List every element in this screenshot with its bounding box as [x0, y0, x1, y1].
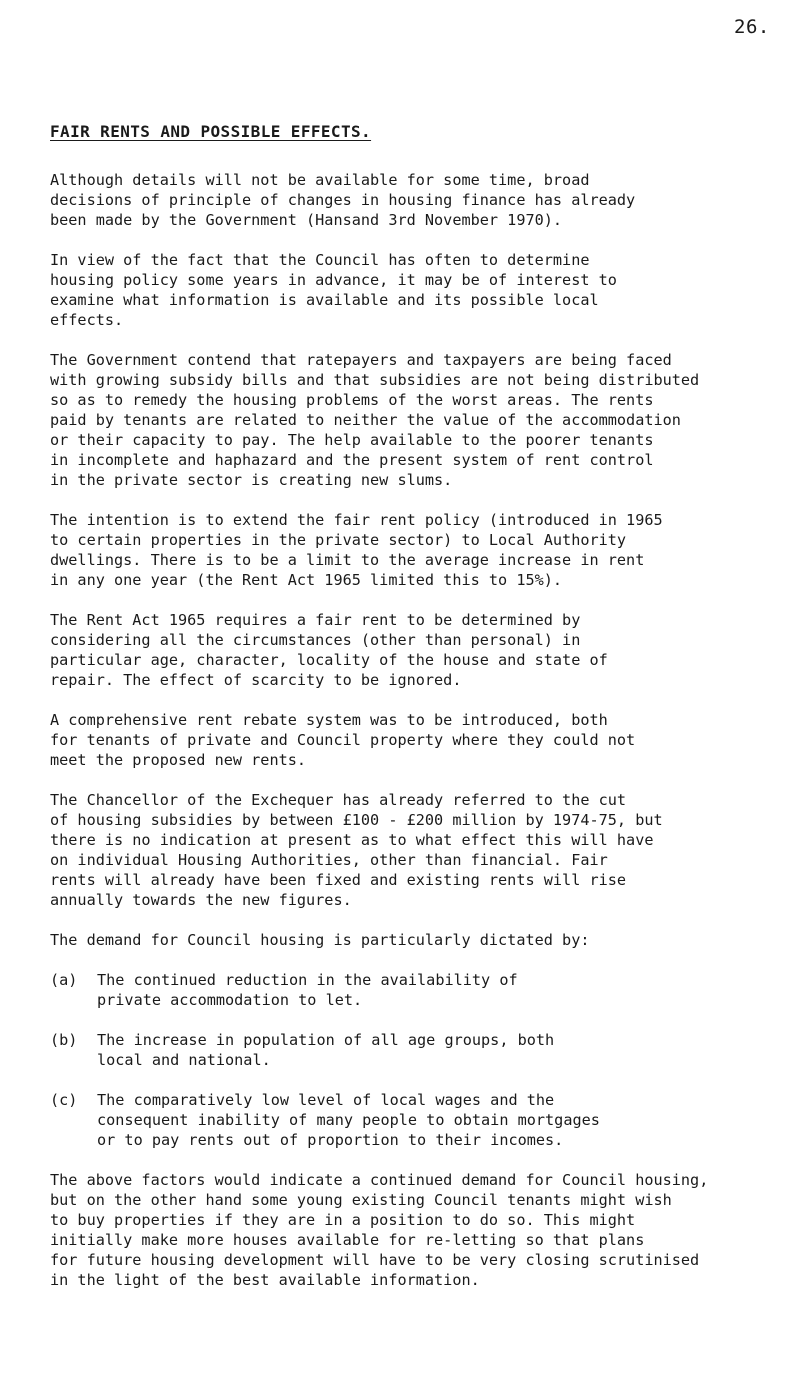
list-item-text: The comparatively low level of local wages and the consequent inability of many people to obtain mortgages or to pay rents out of proportion to their incomes.	[97, 1091, 600, 1149]
list-item	[50, 1090, 780, 1150]
document-body	[50, 170, 780, 1310]
paragraph-intro: Although details will not be available for some time, broad decisions of principle of changes in housing finance has already been made by the Government (Hansand 3rd November 1970).	[50, 171, 636, 229]
list-item	[50, 1030, 780, 1070]
section-heading: FAIR RENTS AND POSSIBLE EFFECTS.	[50, 122, 372, 141]
paragraph-council-policy: In view of the fact that the Council has often to determine housing policy some years in advance, it may be of interest to examine what information is available and its possible local effects.	[50, 251, 617, 329]
paragraph-closing: The above factors would indicate a continued demand for Council housing, but on the other hand some young existing Council tenants might wish to buy properties if they are in a position to do so. This might initially make more houses available for re-letting so that plans for future housing development will have to be very closing scrutinised in the light of the best available information.	[50, 1171, 709, 1289]
list-item-text: The continued reduction in the availability of private accommodation to let.	[97, 971, 518, 1009]
paragraph-chancellor: The Chancellor of the Exchequer has already referred to the cut of housing subsidies by between £100 - £200 million by 1974-75, but there is no indication at present as to what effect this will have on individual Housing Authorities, other than financial. Fair rents will already have been fixed and existing rents will rise annually towards the new figures.	[50, 791, 663, 909]
paragraph-rent-act-1965: The Rent Act 1965 requires a fair rent to be determined by considering all the circumstances (other than personal) in particular age, character, locality of the house and state of repair. The effect of scarcity to be ignored.	[50, 611, 608, 689]
paragraph-demand-intro: The demand for Council housing is particularly dictated by:	[50, 931, 590, 949]
list-marker: (c)	[50, 1091, 78, 1109]
paragraph-rent-rebate: A comprehensive rent rebate system was to be introduced, both for tenants of private and Council property where they could not meet the proposed new rents.	[50, 711, 636, 769]
list-item	[50, 970, 780, 1010]
page-number: 26.	[734, 16, 770, 38]
list-marker: (a)	[50, 971, 78, 989]
list-marker: (b)	[50, 1031, 78, 1049]
list-item-text: The increase in population of all age groups, both local and national.	[97, 1031, 555, 1069]
paragraph-fair-rent-intention: The intention is to extend the fair rent policy (introduced in 1965 to certain properties in the private sector) to Local Authority dwellings. There is to be a limit to the average increase in rent in any one year (the Rent Act 1965 limited this to 15%).	[50, 511, 663, 589]
paragraph-government-contention: The Government contend that ratepayers and taxpayers are being faced with growing subsidy bills and that subsidies are not being distributed so as to remedy the housing problems of the worst areas. The rents paid by tenants are related to neither the value of the accommodation or their capacity to pay. The help available to the poorer tenants in incomplete and haphazard and the present system of rent control in the private sector is creating new slums.	[50, 351, 700, 489]
